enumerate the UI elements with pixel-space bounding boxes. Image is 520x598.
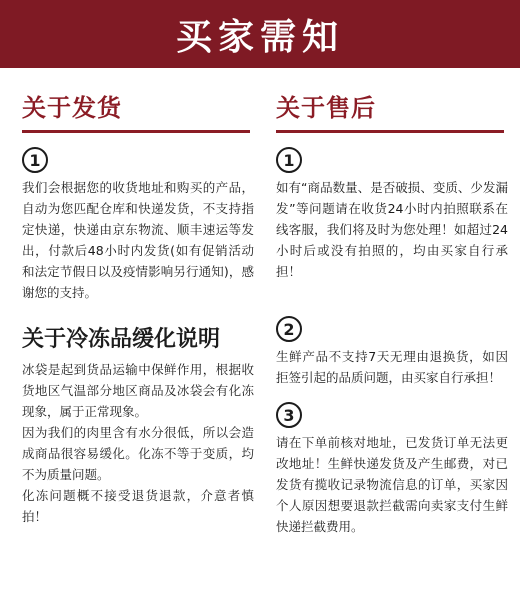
number-badge-1 xyxy=(22,147,48,173)
after-sales-column xyxy=(276,92,508,537)
shipping-column xyxy=(22,92,254,527)
after-sales-section-title: 关于售后 xyxy=(276,94,376,122)
after-sales-item-1-text: 如有“商品数量、是否破损、变质、少发漏发”等问题请在收货24小时内拍照联系在线客服，我们将及时为您处理！如超过24小时后或没有拍照的，均由买家自行承担！ xyxy=(276,180,508,279)
number-badge-2 xyxy=(276,316,302,342)
number-badge-label: 2 xyxy=(283,319,295,339)
number-badge-label: 3 xyxy=(283,405,295,425)
page-title: 买家需知 xyxy=(175,16,344,58)
number-badge-3 xyxy=(276,402,302,428)
shipping-text: 我们会根据您的收货地址和购买的产品，自动为您匹配仓库和快递发货，不支持指定快递，快递由京东物流、顺丰速运等发出，付款后48小时内发货(如有促销活动和法定节假日以及疫情影响另行通知)，感谢您的支持。 xyxy=(22,180,254,300)
thaw-paragraph-2: 因为我们的肉里含有水分很低，所以会造成商品很容易缓化。化冻不等于变质，均不为质量问题。 xyxy=(22,425,254,482)
after-sales-title-divider xyxy=(276,130,504,133)
header-banner xyxy=(0,0,520,68)
number-badge-1 xyxy=(276,147,302,173)
after-sales-item-2-text: 生鲜产品不支持7天无理由退换货，如因拒签引起的品质问题，由买家自行承担！ xyxy=(276,349,508,385)
shipping-section-title: 关于发货 xyxy=(22,94,122,122)
number-badge-label: 1 xyxy=(29,150,41,170)
thaw-paragraph-1: 冰袋是起到货品运输中保鲜作用，根据收货地区气温部分地区商品及冰袋会有化冻现象，属于正常现象。 xyxy=(22,362,254,419)
thaw-paragraph-3: 化冻问题概不接受退货退款，介意者慎拍！ xyxy=(22,488,254,524)
thaw-section-title: 关于冷冻品缓化说明 xyxy=(22,327,221,352)
number-badge-label: 1 xyxy=(283,150,295,170)
after-sales-item-3-text: 请在下单前核对地址，已发货订单无法更改地址！生鲜快递发货及产生邮费，对已发货有揽收记录物流信息的订单，买家因个人原因想要退款拦截需向卖家支付生鲜快递拦截费用。 xyxy=(276,435,508,534)
shipping-title-divider xyxy=(22,130,250,133)
